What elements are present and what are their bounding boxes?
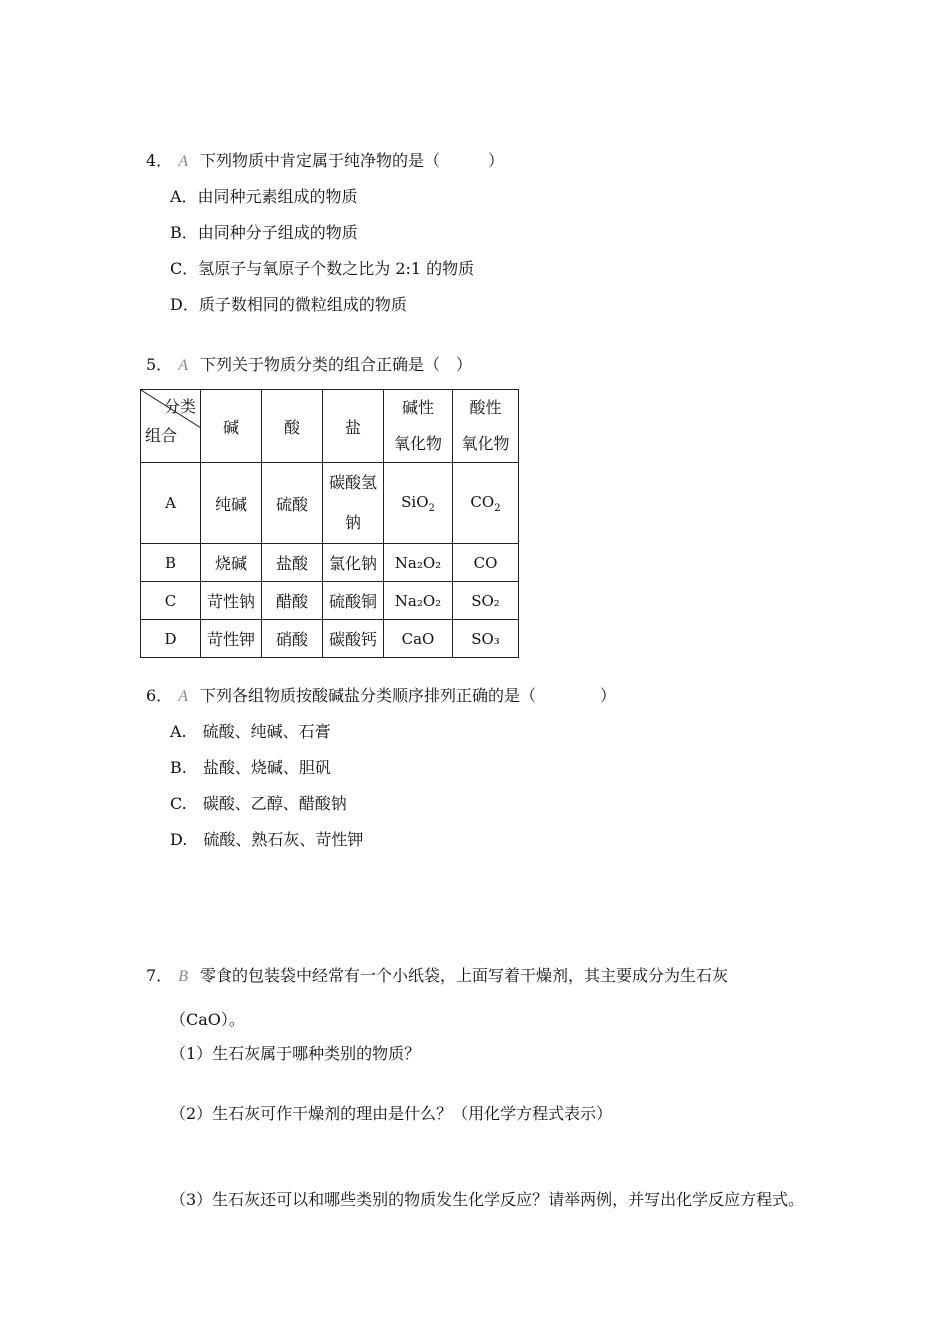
- subscript: 2: [494, 502, 501, 514]
- table-header-row: [141, 390, 519, 463]
- question-5-stem: [146, 355, 472, 376]
- salt-line: 碳酸氢: [328, 473, 377, 492]
- row-label: C: [141, 582, 201, 620]
- cell-acidic-oxide: [453, 463, 519, 544]
- classification-table: [140, 389, 519, 658]
- question-7-part-3: （3）生石灰还可以和哪些类别的物质发生化学反应？请举两例，并写出化学反应方程式。: [170, 1190, 805, 1209]
- corner-top-label: 分类: [163, 397, 196, 416]
- option-d: D．质子数相同的微粒组成的物质: [170, 295, 407, 314]
- question-number: 4．: [146, 151, 173, 170]
- table-row: [141, 544, 519, 582]
- cell-base: 烧碱: [201, 544, 262, 582]
- subscript: 2: [428, 502, 435, 514]
- question-7-part-2: （2）生石灰可作干燥剂的理由是什么？（用化学方程式表示）: [170, 1104, 613, 1123]
- formula: SiO: [401, 492, 429, 511]
- table-row: [141, 620, 519, 658]
- question-number: 5．: [146, 355, 173, 374]
- cell-salt: 氯化钠: [323, 544, 384, 582]
- cell-basic-oxide: Na₂O₂: [384, 544, 453, 582]
- cell-base: 纯碱: [201, 463, 262, 544]
- cell-acid: 硝酸: [262, 620, 323, 658]
- header-salt: 盐: [323, 390, 384, 463]
- cell-acidic-oxide: SO₂: [453, 582, 519, 620]
- question-4-stem: [146, 151, 504, 172]
- row-label: A: [141, 463, 201, 544]
- cell-base: 苛性钠: [201, 582, 262, 620]
- question-6-stem: [146, 686, 616, 707]
- corner-cell: [141, 390, 201, 463]
- question-number: 7．: [146, 966, 173, 985]
- table-row: [141, 463, 519, 544]
- difficulty-level: A: [178, 688, 188, 705]
- question-text: 下列关于物质分类的组合正确是（ ）: [199, 355, 472, 374]
- option-a: A．由同种元素组成的物质: [170, 187, 358, 206]
- option-b: B. 盐酸、烧碱、胆矾: [170, 758, 331, 777]
- header-line: 碱性: [401, 398, 434, 417]
- difficulty-level: A: [178, 357, 188, 374]
- formula: CO: [470, 492, 495, 511]
- option-c: C. 碳酸、乙醇、醋酸钠: [170, 794, 347, 813]
- difficulty-level: A: [178, 153, 188, 170]
- cell-basic-oxide: [384, 463, 453, 544]
- header-acid: 酸: [262, 390, 323, 463]
- cell-acidic-oxide: CO: [453, 544, 519, 582]
- cell-salt: 碳酸钙: [323, 620, 384, 658]
- question-text: 下列物质中肯定属于纯净物的是（ ）: [199, 151, 504, 170]
- row-label: B: [141, 544, 201, 582]
- option-b: B．由同种分子组成的物质: [170, 223, 358, 242]
- cell-basic-oxide: Na₂O₂: [384, 582, 453, 620]
- header-line: 氧化物: [393, 434, 442, 453]
- question-7-part-1: （1）生石灰属于哪种类别的物质？: [170, 1044, 421, 1063]
- cell-salt: 硫酸铜: [323, 582, 384, 620]
- cell-salt: [323, 463, 384, 544]
- table-row: [141, 582, 519, 620]
- question-number: 6．: [146, 686, 173, 705]
- cell-acid: 硫酸: [262, 463, 323, 544]
- header-line: 酸性: [469, 398, 502, 417]
- cell-acid: 醋酸: [262, 582, 323, 620]
- corner-bottom-label: 组合: [145, 426, 178, 445]
- option-a: A. 硫酸、纯碱、石膏: [170, 722, 331, 741]
- cell-acid: 盐酸: [262, 544, 323, 582]
- header-base: 碱: [201, 390, 262, 463]
- difficulty-level: B: [178, 968, 188, 985]
- header-basic-oxide: [384, 390, 453, 463]
- question-7-stem: [146, 966, 728, 987]
- option-d: D. 硫酸、熟石灰、苛性钾: [170, 830, 364, 849]
- salt-line: 钠: [344, 513, 361, 532]
- header-acidic-oxide: [453, 390, 519, 463]
- question-7-stem-continued: （CaO）。: [170, 1010, 245, 1029]
- header-line: 氧化物: [461, 434, 510, 453]
- question-text: 零食的包装袋中经常有一个小纸袋，上面写着干燥剂，其主要成分为生石灰: [199, 966, 728, 985]
- cell-base: 苛性钾: [201, 620, 262, 658]
- cell-basic-oxide: CaO: [384, 620, 453, 658]
- option-c: C．氢原子与氧原子个数之比为 2:1 的物质: [170, 259, 475, 278]
- row-label: D: [141, 620, 201, 658]
- cell-acidic-oxide: SO₃: [453, 620, 519, 658]
- question-text: 下列各组物质按酸碱盐分类顺序排列正确的是（ ）: [199, 686, 616, 705]
